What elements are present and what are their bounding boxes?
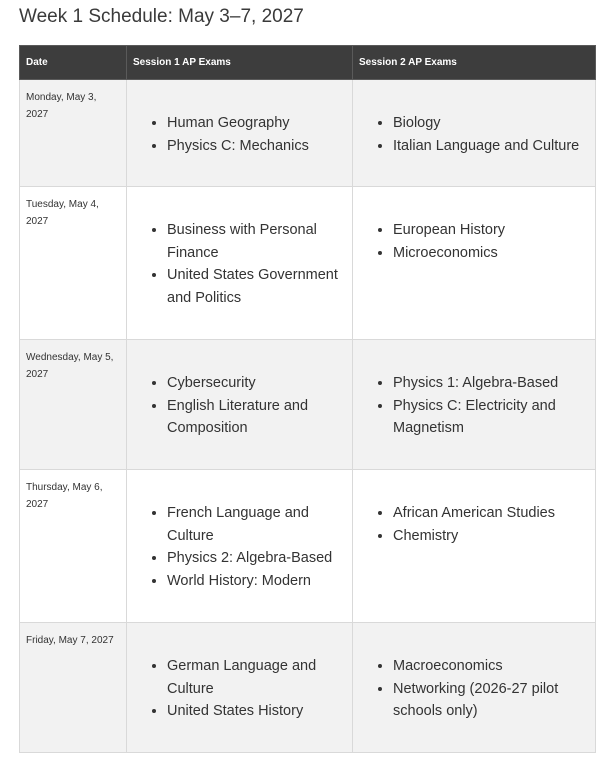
list-item: • African American Studies — [393, 502, 587, 525]
exam-list — [353, 112, 595, 157]
list-item: • Business with Personal Finance — [167, 219, 344, 264]
table-row — [20, 470, 596, 623]
list-item: • European History — [393, 219, 587, 242]
list-item: • Italian Language and Culture — [393, 135, 587, 158]
date-cell: Tuesday, May 4, 2027 — [20, 187, 127, 340]
exam-list — [127, 502, 352, 592]
date-cell: Wednesday, May 5, 2027 — [20, 340, 127, 470]
list-item: • Macroeconomics — [393, 655, 587, 678]
table-row — [20, 187, 596, 340]
session-2-cell — [353, 623, 596, 753]
session-2-cell — [353, 340, 596, 470]
exam-list — [127, 219, 352, 309]
list-item: • Physics 1: Algebra-Based — [393, 372, 587, 395]
column-header-session-1: Session 1 AP Exams — [127, 46, 353, 80]
table-header-row — [20, 46, 596, 80]
column-header-session-2: Session 2 AP Exams — [353, 46, 596, 80]
session-1-cell — [127, 80, 353, 187]
list-item: • United States History — [167, 700, 344, 723]
session-1-cell — [127, 340, 353, 470]
list-item: • Networking (2026-27 pilot schools only) — [393, 678, 587, 723]
table-row — [20, 340, 596, 470]
session-1-cell — [127, 470, 353, 623]
list-item: • Physics C: Mechanics — [167, 135, 344, 158]
table-row — [20, 623, 596, 753]
list-item: • Chemistry — [393, 525, 587, 548]
date-cell: Friday, May 7, 2027 — [20, 623, 127, 753]
exam-list — [127, 112, 352, 157]
list-item: • Microeconomics — [393, 242, 587, 265]
date-cell: Thursday, May 6, 2027 — [20, 470, 127, 623]
list-item: • World History: Modern — [167, 570, 344, 593]
list-item: • United States Government and Politics — [167, 264, 344, 309]
list-item: • German Language and Culture — [167, 655, 344, 700]
column-header-date: Date — [20, 46, 127, 80]
table-row — [20, 80, 596, 187]
list-item: • Biology — [393, 112, 587, 135]
schedule-table — [19, 45, 596, 753]
exam-list — [127, 372, 352, 440]
session-2-cell — [353, 187, 596, 340]
exam-list — [353, 502, 595, 547]
list-item: • Physics C: Electricity and Magnetism — [393, 395, 587, 440]
session-2-cell — [353, 470, 596, 623]
list-item: • English Literature and Composition — [167, 395, 344, 440]
list-item: • Cybersecurity — [167, 372, 344, 395]
list-item: • Physics 2: Algebra-Based — [167, 547, 344, 570]
date-cell: Monday, May 3, 2027 — [20, 80, 127, 187]
session-2-cell — [353, 80, 596, 187]
exam-list — [353, 372, 595, 440]
session-1-cell — [127, 623, 353, 753]
exam-list — [127, 655, 352, 723]
list-item: • French Language and Culture — [167, 502, 344, 547]
exam-list — [353, 655, 595, 723]
page-title: Week 1 Schedule: May 3–7, 2027 — [19, 6, 304, 27]
session-1-cell — [127, 187, 353, 340]
list-item: • Human Geography — [167, 112, 344, 135]
exam-list — [353, 219, 595, 264]
